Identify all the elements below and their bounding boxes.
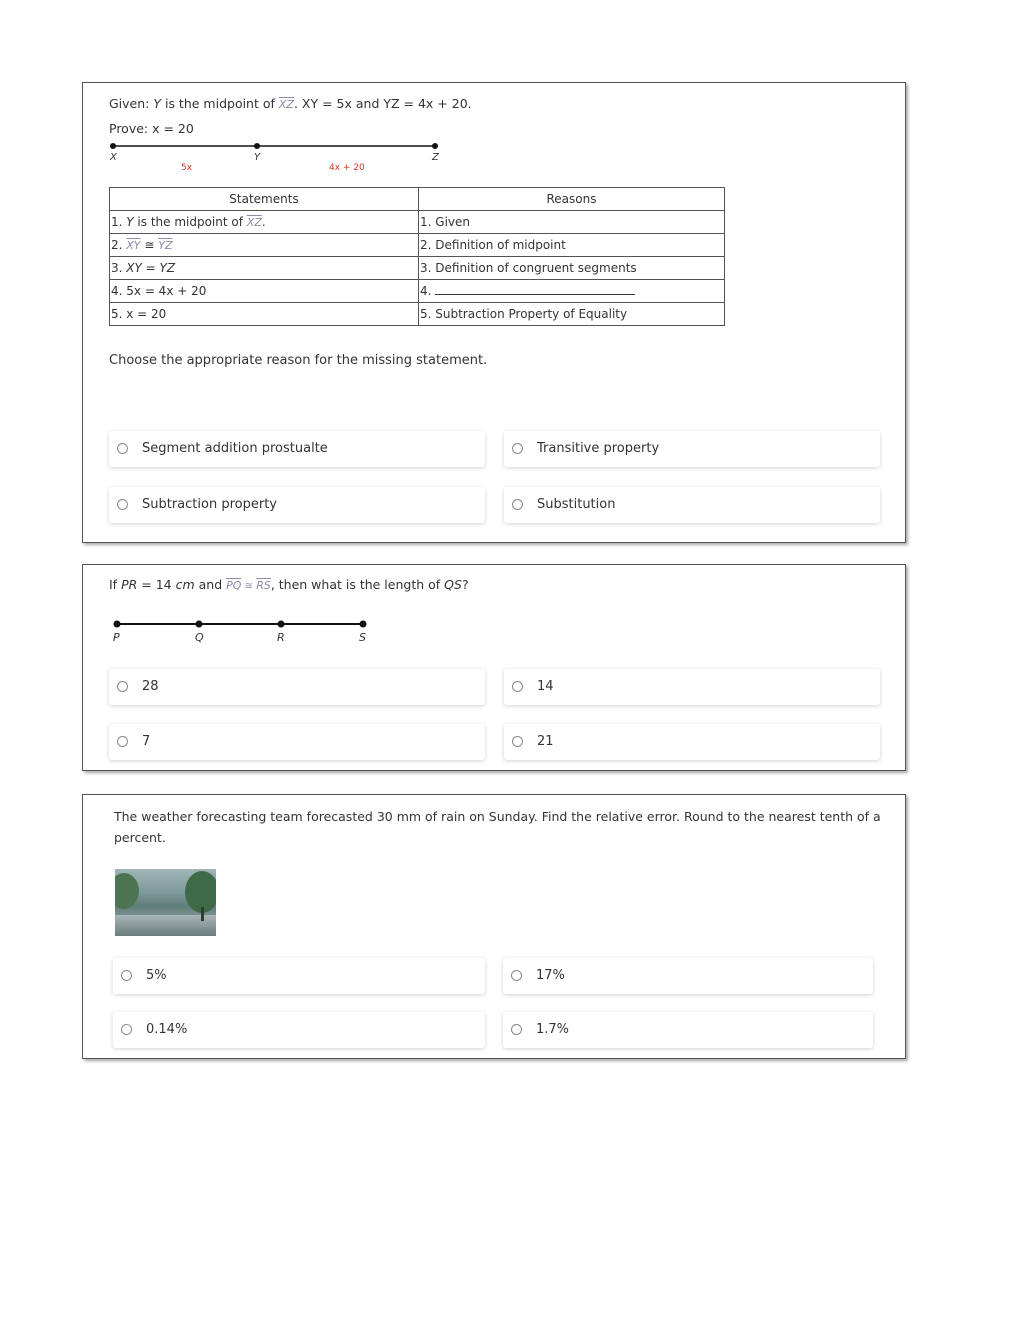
answer-option[interactable] — [113, 1012, 485, 1048]
answer-option[interactable] — [504, 724, 880, 760]
radio-icon[interactable] — [117, 736, 128, 747]
question-card-1 — [82, 82, 906, 543]
option-label: Substitution — [537, 497, 616, 512]
statement-cell — [110, 211, 419, 234]
statement-text: 5x = 4x + 20 — [126, 284, 207, 298]
option-label: Subtraction property — [142, 497, 277, 512]
table-row — [110, 280, 725, 303]
option-label: 21 — [537, 734, 554, 749]
prompt-part: = 14 — [137, 577, 176, 592]
option-label: 14 — [537, 679, 554, 694]
prompt-line-1: The weather forecasting team forecasted 30 mm of rain on Sunday. Find the relative error. Round to the nearest tenth of a — [114, 809, 881, 824]
prompt-seg-pq: $\overline{PQ}$ — [226, 579, 242, 592]
point-z-dot — [432, 143, 438, 149]
point-r-label: R — [277, 631, 285, 644]
radio-icon[interactable] — [512, 443, 523, 454]
statement-number: 2. — [111, 238, 127, 252]
reason-cell: 2. Definition of midpoint — [419, 234, 725, 257]
statement-seg: $\overline{XZ}$ — [246, 216, 262, 229]
point-q-dot — [196, 621, 203, 628]
given-prefix: Given: — [109, 96, 154, 111]
statement-end: . — [261, 215, 266, 229]
point-q-label: Q — [195, 631, 204, 644]
prompt-pr: PR — [121, 577, 138, 592]
reason-number: 4. — [420, 284, 436, 298]
option-label: 7 — [142, 734, 151, 749]
answer-option[interactable] — [109, 487, 485, 523]
table-row — [110, 234, 725, 257]
segment-diagram-xyz — [109, 139, 449, 175]
point-s-dot — [360, 621, 367, 628]
question-card-3 — [82, 794, 906, 1059]
point-x-dot — [110, 143, 116, 149]
answer-option[interactable] — [504, 487, 880, 523]
option-label: Transitive property — [537, 441, 660, 456]
answer-option[interactable] — [503, 1012, 873, 1048]
radio-icon[interactable] — [117, 681, 128, 692]
option-label: Segment addition prostualte — [142, 441, 328, 456]
prompt-part: and — [194, 577, 227, 592]
given-seg: $\overline{XZ}$ — [278, 98, 294, 111]
given-var: Y — [153, 96, 161, 111]
radio-icon[interactable] — [511, 1024, 522, 1035]
reason-cell: 5. Subtraction Property of Equality — [419, 303, 725, 326]
given-rest: . XY = 5x and YZ = 4x + 20. — [293, 96, 472, 111]
option-label: 1.7% — [536, 1022, 570, 1037]
point-y-dot — [254, 143, 260, 149]
prompt-part: If — [109, 577, 122, 592]
point-r-dot — [278, 621, 285, 628]
prompt-part: , then what is the length of — [270, 577, 445, 592]
option-label: 5% — [146, 968, 167, 983]
prove-text: Prove: x = 20 — [109, 121, 194, 136]
prompt-cm: cm — [175, 577, 195, 592]
answer-option[interactable] — [113, 958, 485, 994]
instruction-text: Choose the appropriate reason for the missing statement. — [109, 353, 488, 368]
statement-var: Y — [126, 215, 134, 229]
statement-cell — [110, 234, 419, 257]
tree-shape — [115, 873, 139, 909]
option-label: 17% — [536, 968, 565, 983]
radio-icon[interactable] — [512, 736, 523, 747]
congruent-symbol: ≅ — [241, 581, 257, 592]
point-s-label: S — [359, 631, 366, 644]
point-p-label: P — [113, 631, 120, 644]
statement-seg-2: $\overline{YZ}$ — [158, 239, 173, 252]
table-row — [110, 211, 725, 234]
tree-trunk-shape — [201, 907, 204, 921]
statement-text: x = 20 — [126, 307, 167, 321]
point-z-label: Z — [432, 152, 439, 163]
statement-cell — [110, 280, 419, 303]
option-label: 28 — [142, 679, 159, 694]
statement-number: 3. — [111, 261, 127, 275]
prompt-seg-rs: $\overline{RS}$ — [256, 579, 271, 592]
proof-table — [109, 187, 725, 326]
rain-photo — [115, 869, 216, 936]
question-card-2 — [82, 564, 906, 771]
radio-icon[interactable] — [117, 443, 128, 454]
point-x-label: X — [110, 152, 117, 163]
statement-text: XY = YZ — [126, 261, 176, 275]
answer-option[interactable] — [109, 431, 485, 467]
header-reasons: Reasons — [419, 188, 725, 211]
statement-text: is the midpoint of — [133, 215, 247, 229]
table-header-row — [110, 188, 725, 211]
point-y-label: Y — [254, 152, 261, 163]
prompt-qs: QS — [444, 577, 462, 592]
reason-cell: 1. Given — [419, 211, 725, 234]
missing-reason-blank — [435, 284, 635, 295]
statement-number: 4. — [111, 284, 127, 298]
reason-cell — [419, 280, 725, 303]
radio-icon[interactable] — [512, 499, 523, 510]
reason-cell: 3. Definition of congruent segments — [419, 257, 725, 280]
prompt-text — [109, 577, 469, 592]
radio-icon[interactable] — [121, 1024, 132, 1035]
statement-cell — [110, 257, 419, 280]
given-text — [109, 96, 472, 111]
congruent-symbol: ≅ — [140, 238, 159, 252]
point-p-dot — [114, 621, 121, 628]
statement-number: 5. — [111, 307, 127, 321]
label-5x: 5x — [181, 163, 193, 173]
answer-option[interactable] — [503, 958, 873, 994]
statement-number: 1. — [111, 215, 127, 229]
statement-cell — [110, 303, 419, 326]
radio-icon[interactable] — [121, 970, 132, 981]
answer-option[interactable] — [109, 669, 485, 705]
given-mid: is the midpoint of — [161, 96, 279, 111]
answer-option[interactable] — [504, 669, 880, 705]
statement-seg-1: $\overline{XY}$ — [126, 239, 141, 252]
radio-icon[interactable] — [512, 681, 523, 692]
radio-icon[interactable] — [511, 970, 522, 981]
table-row — [110, 257, 725, 280]
radio-icon[interactable] — [117, 499, 128, 510]
segment-diagram-pqrs — [109, 617, 379, 647]
prompt-line-2: percent. — [114, 830, 166, 845]
header-statements: Statements — [110, 188, 419, 211]
option-label: 0.14% — [146, 1022, 188, 1037]
table-row — [110, 303, 725, 326]
answer-option[interactable] — [504, 431, 880, 467]
prompt-part: ? — [461, 577, 469, 592]
answer-option[interactable] — [109, 724, 485, 760]
label-4x-plus-20: 4x + 20 — [329, 163, 365, 173]
